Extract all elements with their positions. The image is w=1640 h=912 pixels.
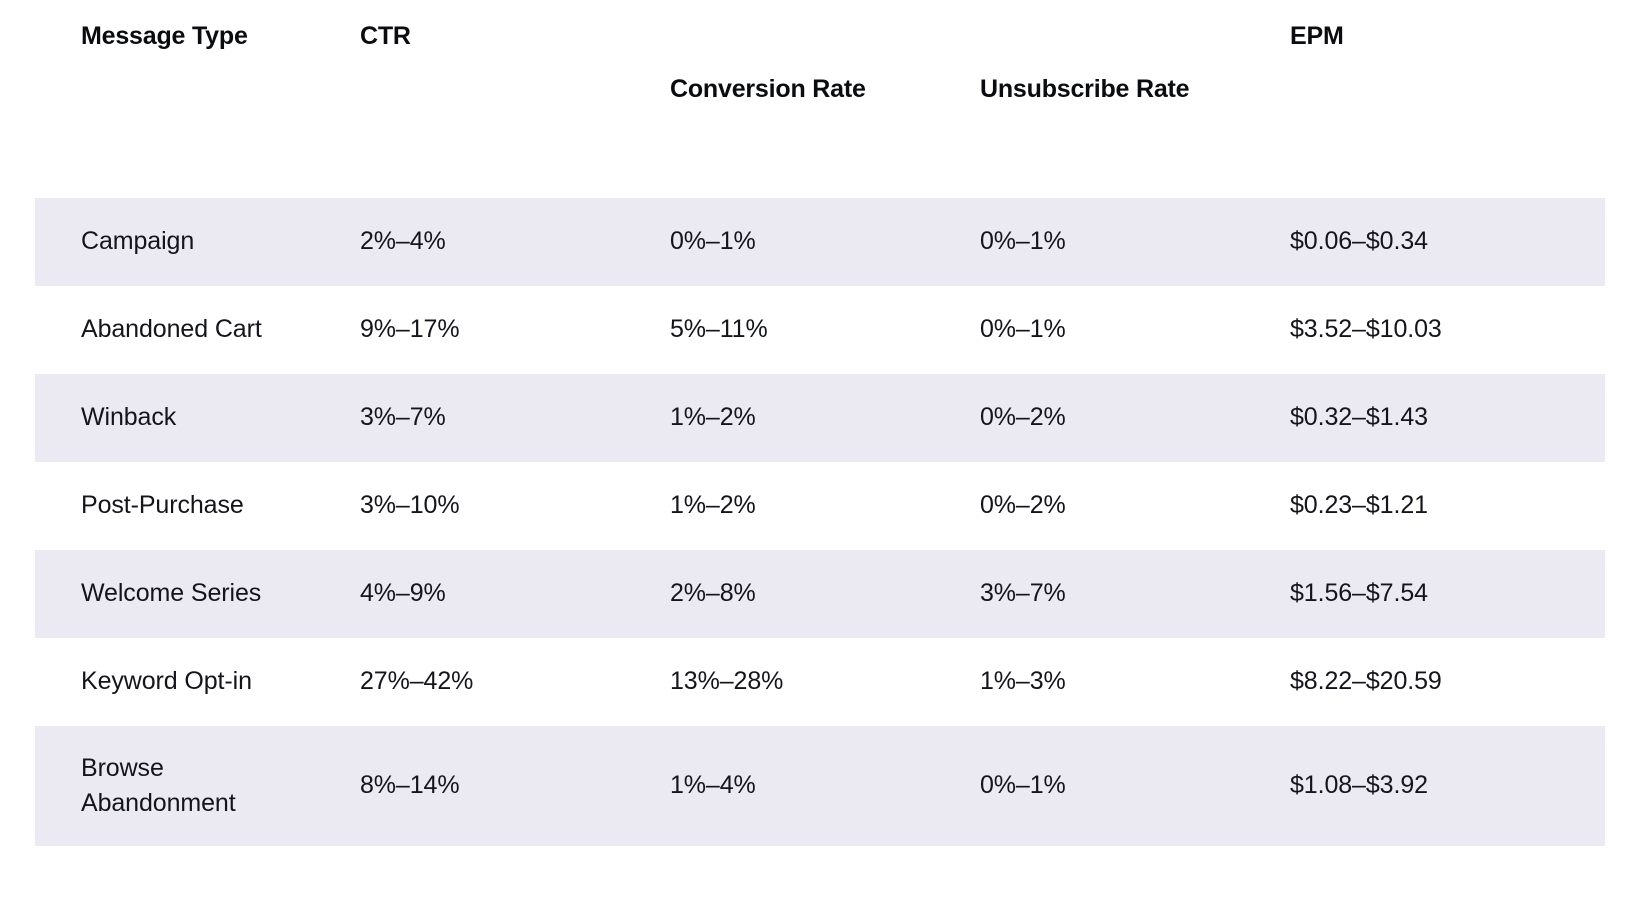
cell-unsubscribe-rate: 0%–1%: [980, 771, 1066, 800]
cell-epm: $0.06–$0.34: [1290, 227, 1428, 256]
cell-ctr: 3%–7%: [360, 403, 446, 432]
cell-conversion-rate: 0%–1%: [670, 227, 756, 256]
table-row: [35, 726, 1605, 846]
cell-conversion-rate: 1%–2%: [670, 491, 756, 520]
cell-epm: $3.52–$10.03: [1290, 315, 1442, 344]
cell-message-type: [35, 726, 360, 846]
column-header-ctr-label: CTR: [360, 22, 411, 50]
column-header-epm: [1290, 20, 1605, 198]
table-row: [35, 286, 1605, 374]
table-row: [35, 374, 1605, 462]
table-header: [35, 20, 1605, 198]
cell-unsubscribe-rate: 0%–1%: [980, 315, 1066, 344]
cell-unsubscribe-rate: 0%–2%: [980, 403, 1066, 432]
table-footer-spacer-cell: [35, 846, 1605, 886]
table-row: [35, 198, 1605, 286]
column-header-conversion-rate: [670, 20, 980, 198]
cell-ctr: 2%–4%: [360, 227, 446, 256]
table-row: [35, 550, 1605, 638]
cell-unsubscribe-rate: 3%–7%: [980, 579, 1066, 608]
cell-ctr: 4%–9%: [360, 579, 446, 608]
cell-conversion-rate: 13%–28%: [670, 667, 784, 696]
cell-message-type: Campaign: [81, 227, 195, 256]
column-header-unsubscribe-rate-label: Unsubscribe Rate: [980, 75, 1190, 103]
table-footer-spacer: [35, 846, 1605, 886]
cell-epm: $1.08–$3.92: [1290, 771, 1428, 800]
cell-message-type-label: Browse Abandonment: [81, 753, 236, 817]
cell-conversion-rate: 1%–4%: [670, 771, 756, 800]
column-header-message-type: [35, 20, 360, 198]
cell-ctr: 9%–17%: [360, 315, 460, 344]
cell-message-type: Welcome Series: [81, 579, 262, 608]
cell-epm: $0.23–$1.21: [1290, 491, 1428, 520]
cell-unsubscribe-rate: 0%–2%: [980, 491, 1066, 520]
cell-epm: $1.56–$7.54: [1290, 579, 1428, 608]
table-row: [35, 462, 1605, 550]
table-row: [35, 638, 1605, 726]
cell-unsubscribe-rate: 0%–1%: [980, 227, 1066, 256]
cell-message-type: Winback: [81, 403, 177, 432]
cell-message-type: Keyword Opt-in: [81, 667, 252, 696]
cell-unsubscribe-rate: 1%–3%: [980, 667, 1066, 696]
cell-epm: $0.32–$1.43: [1290, 403, 1428, 432]
column-header-message-type-label: Message Type: [81, 22, 248, 50]
cell-ctr: 3%–10%: [360, 491, 460, 520]
table-body: [35, 198, 1605, 886]
column-header-unsubscribe-rate: [980, 20, 1290, 198]
metrics-table: [35, 20, 1605, 886]
metrics-table-card: [35, 20, 1605, 892]
cell-message-type: Abandoned Cart: [81, 315, 262, 344]
cell-conversion-rate: 2%–8%: [670, 579, 756, 608]
cell-epm: $8.22–$20.59: [1290, 667, 1442, 696]
cell-conversion-rate: 5%–11%: [670, 315, 768, 344]
cell-message-type: Post-Purchase: [81, 491, 244, 520]
cell-ctr: 8%–14%: [360, 771, 460, 800]
cell-conversion-rate: 1%–2%: [670, 403, 756, 432]
cell-ctr: 27%–42%: [360, 667, 474, 696]
column-header-epm-label: EPM: [1290, 22, 1344, 50]
column-header-ctr: [360, 20, 670, 198]
column-header-conversion-rate-label: Conversion Rate: [670, 75, 866, 103]
table-header-row: [35, 20, 1605, 198]
